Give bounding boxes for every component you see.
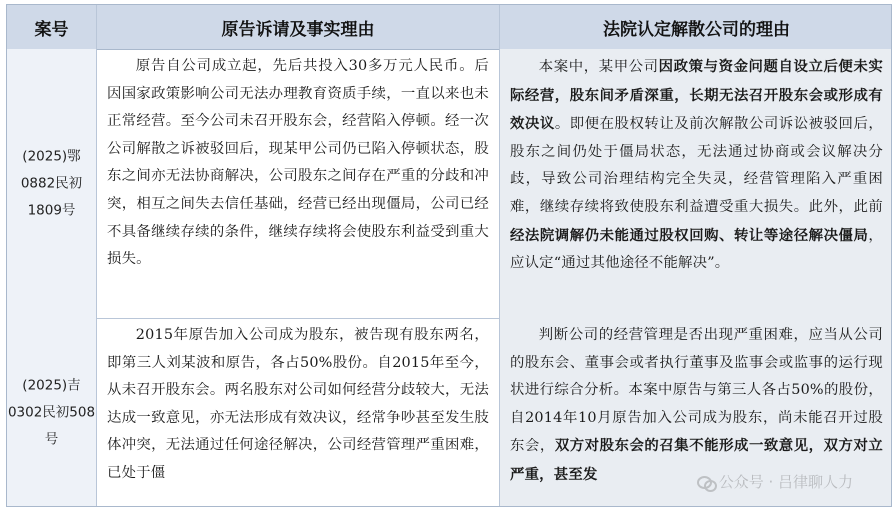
header-plaintiff-claims: 原告诉请及事实理由 bbox=[97, 5, 500, 49]
case-no-cell bbox=[7, 318, 97, 507]
table-header-row bbox=[7, 5, 891, 50]
plaintiff-claims-text bbox=[97, 49, 499, 274]
table-row bbox=[7, 49, 891, 319]
plaintiff-claims-cell bbox=[97, 318, 500, 507]
header-court-reasons: 法院认定解散公司的理由 bbox=[603, 19, 790, 40]
court-reasons-text bbox=[500, 318, 892, 490]
emphasis-text: 因政策与资金问题自设立后便未实际经营，股东间矛盾深重，长期无法召开股东会或形成有效决议 bbox=[510, 58, 883, 133]
case-no-cell bbox=[7, 49, 97, 318]
watermark-text: 公众号 · 吕律聊人力 bbox=[718, 473, 853, 491]
case-number: (2025)鄂0882民初1809号 bbox=[20, 148, 83, 218]
text-segment: 2015年原告加入公司成为股东，被告现有股东两名，即第三人刘某波和原告，各占50%股份。自2015年至今，从未召开股东会。两名股东对公司如何经营分歧较大，无法达成一致意见，亦无法形成有效决议，经常争吵甚至发生肢体冲突，无法通过任何途径解决，公司经营管理严重困难，已处于僵 bbox=[107, 327, 489, 481]
text-segment: 。即便在股权转让及前次解散公司诉讼被驳回后，股东之间仍处于僵局状态，无法通过协商或会议解决分歧，导致公司治理结构完全失灵，经营管理陷入严重困难，继续存续将致使股东利益遭受重大损失。此外，此前 bbox=[510, 116, 883, 215]
case-number: (2025)吉0302民初508号 bbox=[7, 377, 96, 448]
court-reasons-text bbox=[500, 49, 892, 278]
text-segment: 本案中，某甲公司 bbox=[538, 59, 659, 75]
court-reasons-cell bbox=[500, 318, 892, 507]
table-row bbox=[7, 318, 891, 507]
court-reasons-cell bbox=[500, 49, 892, 318]
emphasis-text: 经法院调解仍未能通过股权回购、转让等途径解决僵局 bbox=[510, 226, 869, 244]
text-segment: 原告自公司成立起，先后共投入30多万元人民币。后因国家政策影响公司无法办理教育资质手续，一直以来也未正常经营。至今公司未召开股东会，经营陷入停顿。经一次公司解散之诉被驳回后，现某甲公司仍已陷入停顿状态，股东之间亦无法协商解决，公司股东之间存在严重的分歧和冲突，相互之间失去信任基础，经营已经出现僵局，公司已经不具备继续存续的条件，继续存续将会使股东利益受到重大损失。 bbox=[107, 58, 489, 268]
text-segment: 判断公司的经营管理是否出现严重困难，应当从公司的股东会、董事会或者执行董事及监事会或监事的运行现状进行综合分析。本案中原告与第三人各占50%的股份，自2014年10月原告加入公司成为股东，尚未能召开过股东会， bbox=[510, 327, 883, 455]
case-comparison-table bbox=[6, 4, 892, 507]
plaintiff-claims-cell bbox=[97, 49, 500, 318]
header-case-no: 案号 bbox=[7, 5, 97, 49]
emphasis-text: 双方对股东会的召集不能形成一致意见，双方对立严重，甚至发 bbox=[510, 437, 883, 483]
plaintiff-claims-text bbox=[97, 318, 499, 488]
text-segment: ，应认定“通过其他途径不能解决”。 bbox=[510, 227, 883, 272]
